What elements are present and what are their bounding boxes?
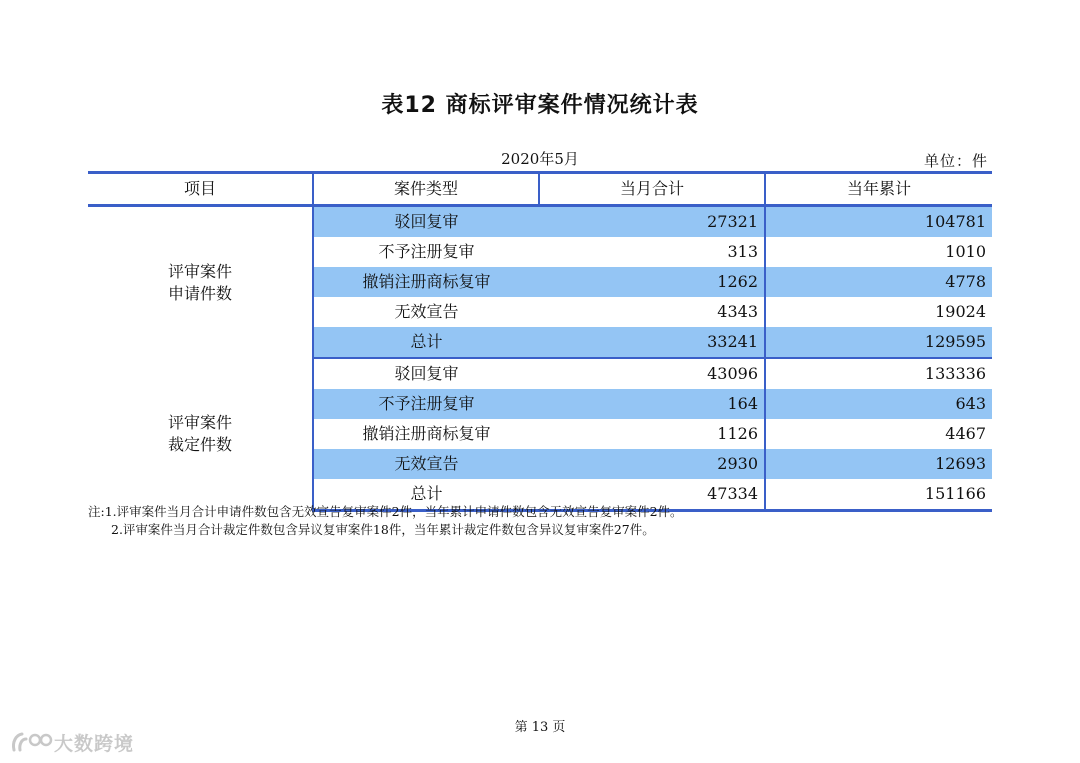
header-type: 案件类型	[313, 173, 539, 206]
case-type: 撤销注册商标复审	[313, 267, 539, 297]
group-decisions	[88, 358, 992, 511]
month-value: 47334	[539, 479, 765, 511]
footnotes	[88, 503, 683, 539]
month-value: 2930	[539, 449, 765, 479]
case-type: 无效宣告	[394, 302, 459, 321]
case-type: 总计	[313, 327, 539, 358]
month-value: 27321	[539, 206, 765, 238]
footnote-1: 注:1.评审案件当月合计申请件数包含无效宣告复审案件2件，当年累计申请件数包含无效宣告复审案件2件。	[88, 504, 683, 519]
year-value: 643	[765, 389, 992, 419]
report-date: 2020年5月	[501, 150, 579, 168]
year-value: 19024	[935, 302, 986, 321]
watermark	[10, 729, 134, 756]
group-label-line: 申请件数	[167, 283, 232, 303]
group-label	[88, 206, 313, 359]
group-label-line: 裁定件数	[167, 435, 232, 455]
year-value: 104781	[765, 206, 992, 238]
group-label-line: 评审案件	[167, 413, 232, 433]
year-value: 4778	[765, 267, 992, 297]
year-value: 133336	[924, 364, 986, 383]
year-value: 151166	[765, 479, 992, 511]
year-value: 12693	[765, 449, 992, 479]
month-value: 313	[539, 237, 765, 267]
group-applications	[88, 206, 992, 359]
group-label	[88, 358, 313, 511]
month-value: 1262	[539, 267, 765, 297]
footnote-2: 2.评审案件当月合计裁定件数包含异议复审案件18件，当年累计裁定件数包含异议复审案件27件。	[111, 522, 655, 537]
header-month-total: 当月合计	[539, 173, 765, 206]
case-type: 无效宣告	[313, 449, 539, 479]
page-number: 第 13 页	[514, 720, 566, 735]
case-type: 驳回复审	[313, 206, 539, 238]
table-title: 表12 商标评审案件情况统计表	[381, 93, 699, 118]
watermark-text: 大数跨境	[54, 733, 135, 755]
case-type: 不予注册复审	[378, 242, 475, 261]
year-value: 4467	[945, 424, 986, 443]
table-row	[88, 358, 992, 389]
year-value: 129595	[765, 327, 992, 358]
watermark-logo-icon	[10, 730, 54, 756]
unit-label: 单位：件	[923, 152, 988, 170]
stats-table	[88, 171, 992, 512]
month-value: 33241	[539, 327, 765, 358]
header-item: 项目	[183, 179, 216, 198]
month-value: 4343	[539, 297, 765, 327]
case-type: 总计	[313, 479, 539, 511]
case-type: 撤销注册商标复审	[362, 424, 491, 443]
table-row	[88, 206, 992, 238]
month-value: 164	[539, 389, 765, 419]
month-value: 43096	[539, 358, 765, 389]
group-label-line: 评审案件	[167, 261, 232, 281]
month-value: 1126	[539, 419, 765, 449]
header-year-total: 当年累计	[765, 173, 992, 206]
case-type: 不予注册复审	[313, 389, 539, 419]
header-row	[88, 173, 992, 206]
case-type: 驳回复审	[394, 364, 459, 383]
year-value: 1010	[945, 242, 986, 261]
